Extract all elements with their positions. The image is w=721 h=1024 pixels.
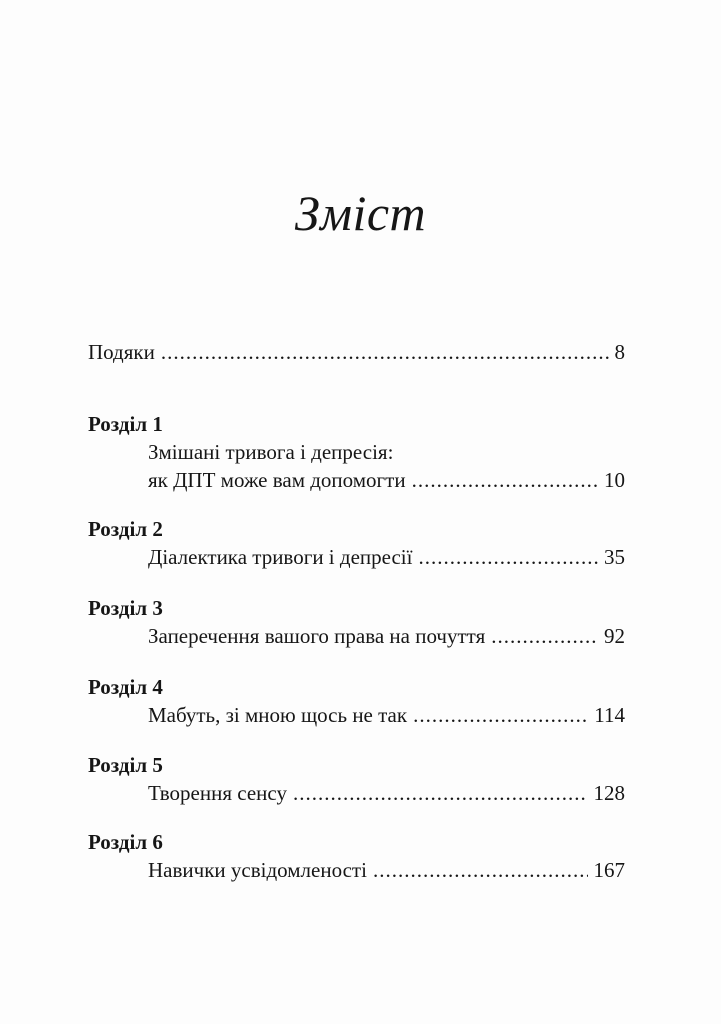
dot-leader [373,855,588,885]
toc-entry-label: Творення сенсу [148,781,287,805]
toc-entry-chapter-6[interactable] [148,855,625,885]
toc-entry-chapter-3[interactable] [148,621,625,651]
toc-entry-label: як ДПТ може вам допомогти [148,468,406,492]
chapter-heading-4: Розділ 4 [88,675,163,699]
chapter-heading-5: Розділ 5 [88,753,163,777]
toc-page-number: 35 [604,545,625,569]
toc-page-number: 8 [614,340,625,364]
chapter-heading-3: Розділ 3 [88,596,163,620]
chapter-heading-2: Розділ 2 [88,517,163,541]
toc-entry-label: Змішані тривога і депресія: [148,440,394,464]
toc-page-number: 92 [604,624,625,648]
toc-page-number: 10 [604,468,625,492]
toc-entry-label: Заперечення вашого права на почуття [148,624,486,648]
toc-page-number: 128 [593,781,625,805]
toc-page-number: 167 [593,858,625,882]
chapter-heading-6: Розділ 6 [88,830,163,854]
toc-entry-label: Подяки [88,340,155,364]
dot-leader [413,700,588,730]
toc-entry-label: Мабуть, зі мною щось не так [148,703,408,727]
toc-entry-label: Навички усвідомленості [148,858,367,882]
dot-leader [293,778,588,808]
toc-entry-chapter-1[interactable] [148,465,625,495]
toc-entry-chapter-5[interactable] [148,778,625,808]
toc-entry-line [148,437,625,467]
toc-entry-chapter-2[interactable] [148,542,625,572]
dot-leader [491,621,598,651]
toc-entry-acknowledgements[interactable] [88,337,625,367]
dot-leader [412,465,598,495]
page-title: Зміст [294,185,427,241]
chapter-heading-1: Розділ 1 [88,412,163,436]
dot-leader [161,337,609,367]
toc-entry-label: Діалектика тривоги і депресії [148,545,413,569]
dot-leader [418,542,598,572]
toc-entry-chapter-4[interactable] [148,700,625,730]
toc-page-number: 114 [594,703,625,727]
